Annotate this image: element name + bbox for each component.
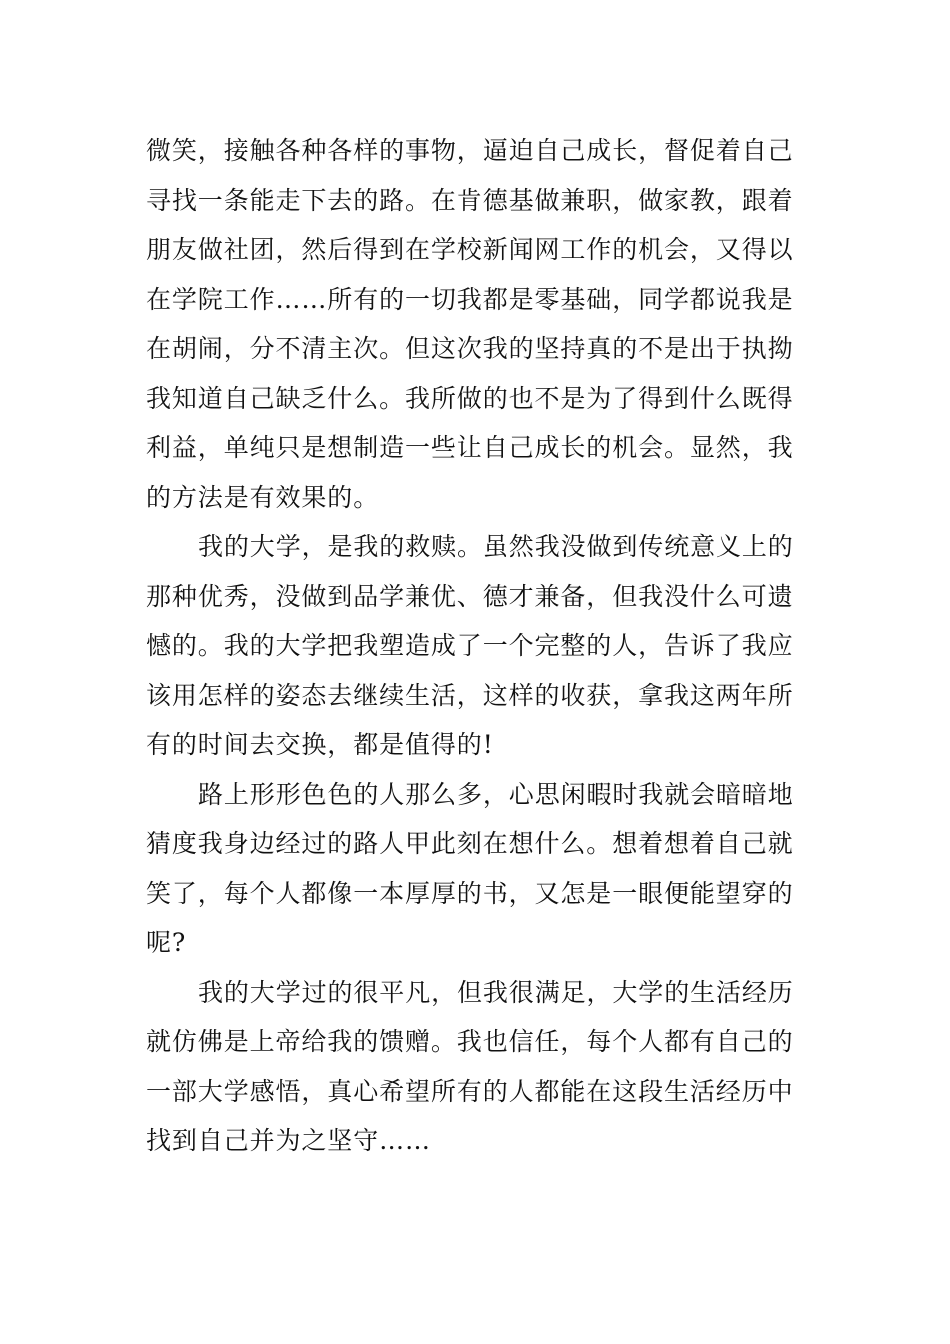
text-line: 利益，单纯只是想制造一些让自己成长的机会。显然，我 — [146, 433, 794, 462]
text-line: 我的大学过的很平凡，但我很满足，大学的生活经历 — [198, 977, 794, 1007]
text-line: 朋友做社团，然后得到在学校新闻网工作的机会，又得以 — [146, 235, 794, 264]
text-line: 找到自己并为之坚守…… — [146, 1126, 431, 1155]
paragraph-1 — [146, 126, 811, 522]
text-line: 一部大学感悟，真心希望所有的人都能在这段生活经历中 — [146, 1076, 794, 1106]
text-line: 笑了，每个人都像一本厚厚的书，又怎是一眼便能望穿的 — [146, 878, 794, 908]
text-line: 有的时间去交换，都是值得的! — [146, 730, 494, 759]
text-line: 路上形形色色的人那么多，心思闲暇时我就会暗暗地 — [198, 779, 794, 809]
text-line: 猜度我身边经过的路人甲此刻在想什么。想着想着自己就 — [146, 829, 794, 858]
text-line: 在学院工作……所有的一切我都是零基础，同学都说我是 — [146, 284, 794, 314]
text-line: 的方法是有效果的。 — [146, 482, 380, 512]
text-line: 在胡闹，分不清主次。但这次我的坚持真的不是出于执拗 — [146, 334, 794, 363]
body-text — [146, 126, 811, 1166]
text-line: 寻找一条能走下去的路。在肯德基做兼职，做家教，跟着 — [146, 185, 794, 215]
text-line: 微笑，接触各种各样的事物，逼迫自己成长，督促着自己 — [146, 136, 794, 165]
text-line: 我的大学，是我的救赎。虽然我没做到传统意义上的 — [198, 532, 794, 561]
paragraph-4 — [146, 968, 811, 1166]
text-line: 该用怎样的姿态去继续生活，这样的收获，拿我这两年所 — [146, 680, 794, 710]
paragraph-3 — [146, 770, 811, 968]
text-line: 呢? — [146, 928, 187, 957]
text-line: 憾的。我的大学把我塑造成了一个完整的人，告诉了我应 — [146, 631, 794, 660]
text-line: 那种优秀，没做到品学兼优、德才兼备，但我没什么可遗 — [146, 581, 794, 611]
paragraph-2 — [146, 522, 811, 770]
text-line: 就仿佛是上帝给我的馈赠。我也信任，每个人都有自己的 — [146, 1027, 794, 1056]
text-line: 我知道自己缺乏什么。我所做的也不是为了得到什么既得 — [146, 383, 794, 413]
